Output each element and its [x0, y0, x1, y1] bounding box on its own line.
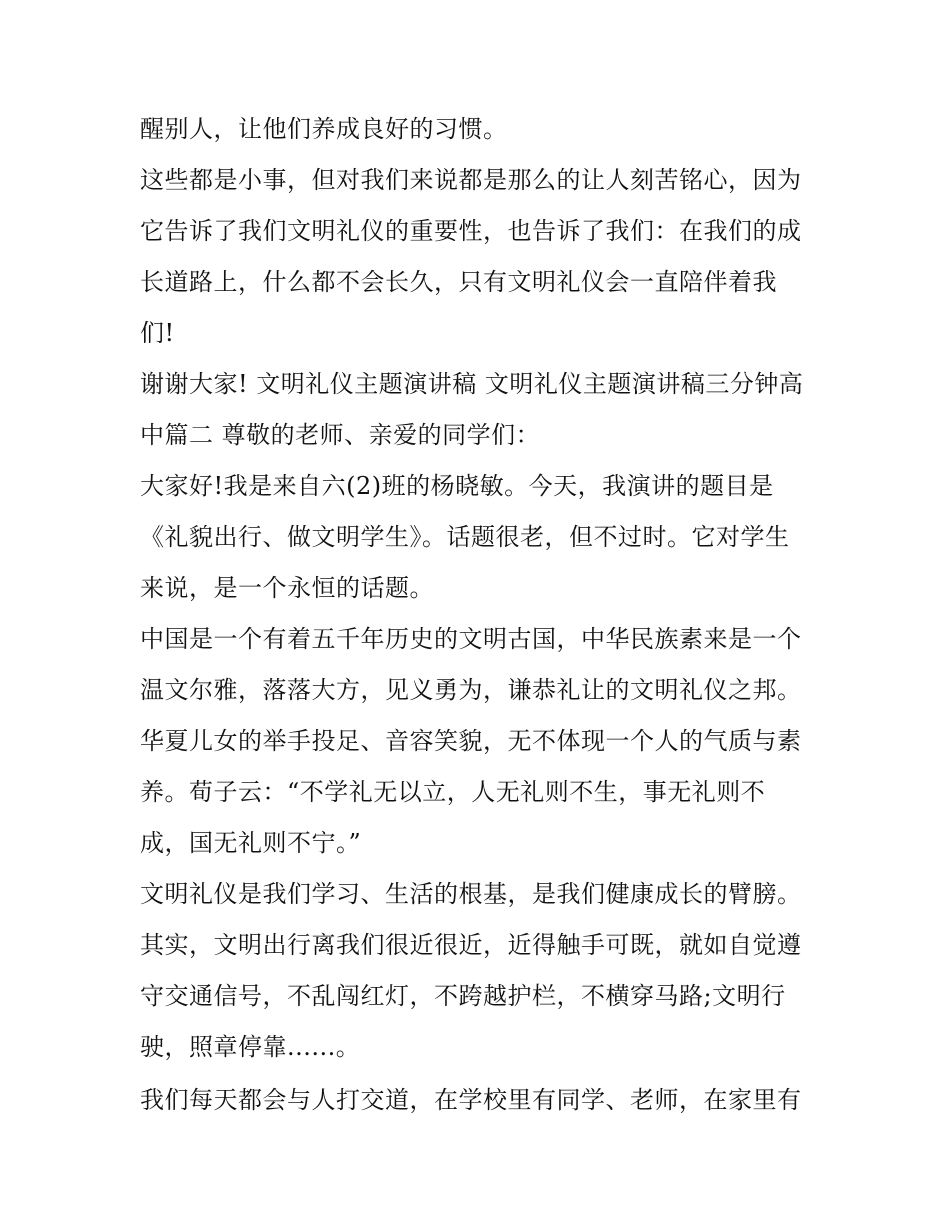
- text-line: 们!: [140, 319, 175, 347]
- text-line: 华夏儿女的举手投足、音容笑貌，无不体现一个人的气质与素: [140, 727, 802, 755]
- text-line: 驶，照章停靠......。: [140, 1033, 361, 1061]
- text-line: 成，国无礼则不宁。”: [140, 829, 362, 857]
- text-line: 长道路上，什么都不会长久，只有文明礼仪会一直陪伴着我: [140, 268, 777, 296]
- text-line: 中国是一个有着五千年历史的文明古国，中华民族素来是一个: [140, 625, 802, 653]
- text-line: 中篇二 尊敬的老师、亲爱的同学们：: [140, 421, 541, 449]
- text-line: 大家好!我是来自六(2)班的杨晓敏。今天，我演讲的题目是: [140, 472, 774, 500]
- text-line: 我们每天都会与人打交道，在学校里有同学、老师，在家里有: [140, 1086, 802, 1114]
- text-line: 醒别人，让他们养成良好的习惯。: [140, 115, 508, 143]
- text-line: 《礼貌出行、做文明学生》。话题很老，但不过时。它对学生: [140, 523, 790, 551]
- text-line: 养。荀子云：“不学礼无以立，人无礼则不生，事无礼则不: [140, 778, 766, 806]
- text-line: 守交通信号，不乱闯红灯，不跨越护栏，不横穿马路;文明行: [140, 982, 786, 1010]
- text-line: 这些都是小事，但对我们来说都是那么的让人刻苦铭心，因为: [140, 166, 802, 194]
- text-line: 温文尔雅，落落大方，见义勇为，谦恭礼让的文明礼仪之邦。: [140, 676, 802, 704]
- text-line: 来说，是一个永恒的话题。: [140, 574, 434, 602]
- text-line: 文明礼仪是我们学习、生活的根基，是我们健康成长的臂膀。: [140, 880, 802, 908]
- text-line: 谢谢大家! 文明礼仪主题演讲稿 文明礼仪主题演讲稿三分钟高: [140, 370, 804, 398]
- text-line: 它告诉了我们文明礼仪的重要性，也告诉了我们：在我们的成: [140, 217, 802, 245]
- text-line: 其实，文明出行离我们很近很近，近得触手可既，就如自觉遵: [140, 931, 802, 959]
